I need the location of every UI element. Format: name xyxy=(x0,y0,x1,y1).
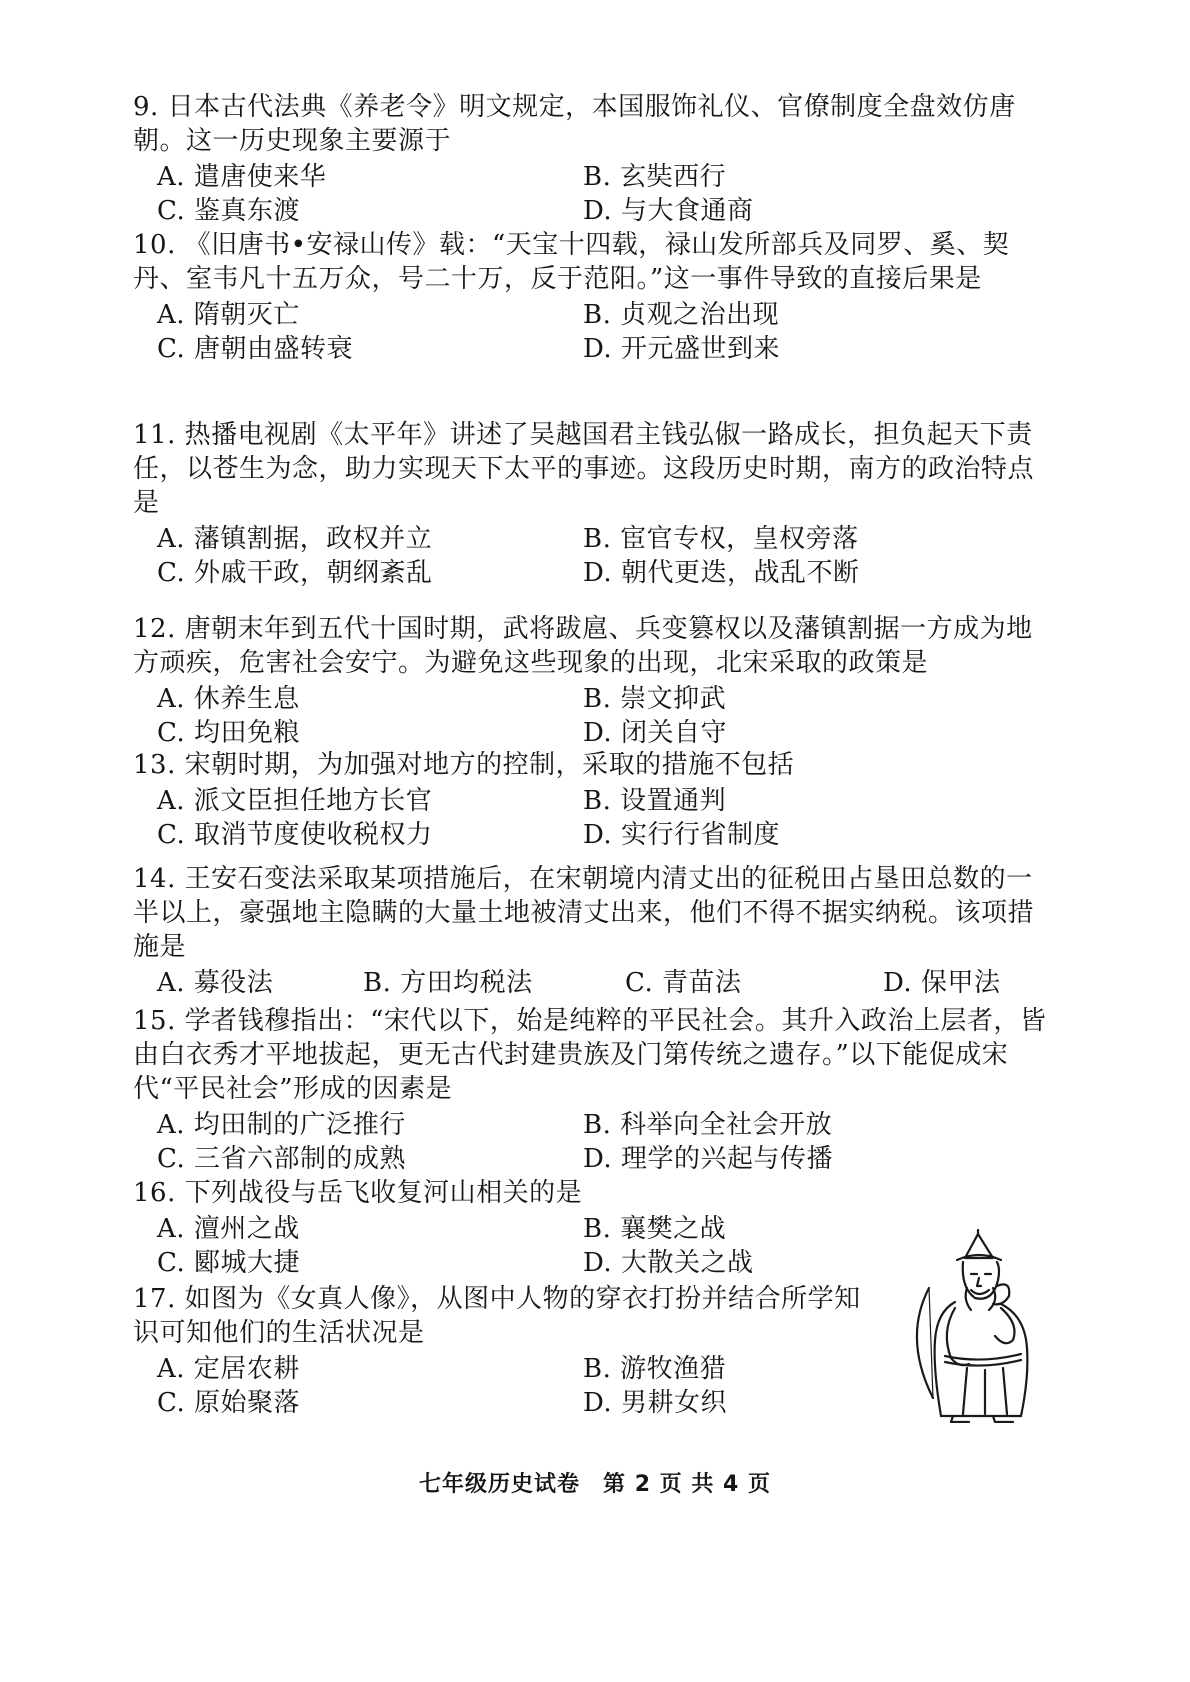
option-a: A. 隋朝灭亡 xyxy=(157,300,300,330)
question-stem: 10. 《旧唐书•安禄山传》载：“天宝十四载，禄山发所部兵及同罗、奚、契丹、室韦凡十五万众，号二十万，反于范阳。”这一事件导致的直接后果是 xyxy=(133,230,1010,294)
question-11 xyxy=(133,418,1053,590)
option-c: C. 外戚干政，朝纲紊乱 xyxy=(157,558,433,588)
question-17 xyxy=(133,1282,873,1420)
question-10 xyxy=(133,228,1053,366)
option-b: B. 宦官专权，皇权旁落 xyxy=(583,524,859,554)
options xyxy=(133,520,1053,590)
question-15 xyxy=(133,1004,1053,1176)
options xyxy=(133,158,1053,228)
question-14 xyxy=(133,862,1053,1000)
option-b: B. 设置通判 xyxy=(583,786,727,816)
option-a: A. 澶州之战 xyxy=(157,1214,300,1244)
option-d: D. 实行行省制度 xyxy=(583,820,780,850)
option-a: A. 定居农耕 xyxy=(157,1354,300,1384)
question-stem: 14. 王安石变法采取某项措施后，在宋朝境内清丈出的征税田占垦田总数的一半以上，豪强地主隐瞒的大量土地被清丈出来，他们不得不据实纳税。该项措施是 xyxy=(133,864,1035,962)
option-a: A. 休养生息 xyxy=(157,684,300,714)
option-d: D. 朝代更迭，战乱不断 xyxy=(583,558,860,588)
option-b: B. 玄奘西行 xyxy=(583,162,727,192)
question-stem: 17. 如图为《女真人像》，从图中人物的穿衣打扮并结合所学知识可知他们的生活状况是 xyxy=(133,1284,861,1348)
option-c: C. 唐朝由盛转衰 xyxy=(157,334,353,364)
option-d: D. 保甲法 xyxy=(883,968,1001,998)
question-stem: 13. 宋朝时期，为加强对地方的控制，采取的措施不包括 xyxy=(133,750,795,780)
question-stem: 15. 学者钱穆指出：“宋代以下，始是纯粹的平民社会。其升入政治上层者，皆由白衣秀才平地拔起，更无古代封建贵族及门第传统之遗存。”以下能促成宋代“平民社会”形成的因素是 xyxy=(133,1006,1047,1104)
question-9 xyxy=(133,90,1053,228)
question-12 xyxy=(133,612,1053,750)
option-d: D. 闭关自守 xyxy=(583,718,727,748)
question-stem: 11. 热播电视剧《太平年》讲述了吴越国君主钱弘俶一路成长，担负起天下责任，以苍生为念，助力实现天下太平的事迹。这段历史时期，南方的政治特点是 xyxy=(133,420,1035,518)
question-stem: 16. 下列战役与岳飞收复河山相关的是 xyxy=(133,1178,583,1208)
options xyxy=(133,680,1053,750)
option-b: B. 崇文抑武 xyxy=(583,684,727,714)
option-a: A. 均田制的广泛推行 xyxy=(157,1110,406,1140)
question-13 xyxy=(133,748,1053,852)
option-b: B. 方田均税法 xyxy=(363,968,533,998)
options xyxy=(133,1350,873,1420)
options xyxy=(133,296,1053,366)
option-d: D. 男耕女织 xyxy=(583,1388,727,1418)
options xyxy=(133,1106,1053,1176)
option-c: C. 取消节度使收税权力 xyxy=(157,820,433,850)
question-stem: 9. 日本古代法典《养老令》明文规定，本国服饰礼仪、官僚制度全盘效仿唐朝。这一历史现象主要源于 xyxy=(133,92,1016,156)
page-footer: 七年级历史试卷 第 2 页 共 4 页 xyxy=(419,1472,771,1497)
option-c: C. 郾城大捷 xyxy=(157,1248,300,1278)
options xyxy=(133,964,1053,1000)
option-b: B. 襄樊之战 xyxy=(583,1214,727,1244)
option-a: A. 遣唐使来华 xyxy=(157,162,327,192)
option-d: D. 理学的兴起与传播 xyxy=(583,1144,833,1174)
option-c: C. 原始聚落 xyxy=(157,1388,300,1418)
option-a: A. 藩镇割据，政权并立 xyxy=(157,524,433,554)
option-c: C. 均田免粮 xyxy=(157,718,300,748)
option-b: B. 科举向全社会开放 xyxy=(583,1110,833,1140)
option-b: B. 贞观之治出现 xyxy=(583,300,780,330)
option-d: D. 开元盛世到来 xyxy=(583,334,780,364)
option-c: C. 青苗法 xyxy=(625,968,742,998)
option-c: C. 三省六部制的成熟 xyxy=(157,1144,406,1174)
option-b: B. 游牧渔猎 xyxy=(583,1354,727,1384)
option-a: A. 派文臣担任地方长官 xyxy=(157,786,433,816)
option-a: A. 募役法 xyxy=(157,968,274,998)
option-d: D. 与大食通商 xyxy=(583,196,754,226)
jurchen-man-illustration-icon xyxy=(893,1228,1063,1423)
question-stem: 12. 唐朝末年到五代十国时期，武将跋扈、兵变篡权以及藩镇割据一方成为地方顽疾，危害社会安宁。为避免这些现象的出现，北宋采取的政策是 xyxy=(133,614,1033,678)
option-c: C. 鉴真东渡 xyxy=(157,196,300,226)
options xyxy=(133,782,1053,852)
option-d: D. 大散关之战 xyxy=(583,1248,754,1278)
